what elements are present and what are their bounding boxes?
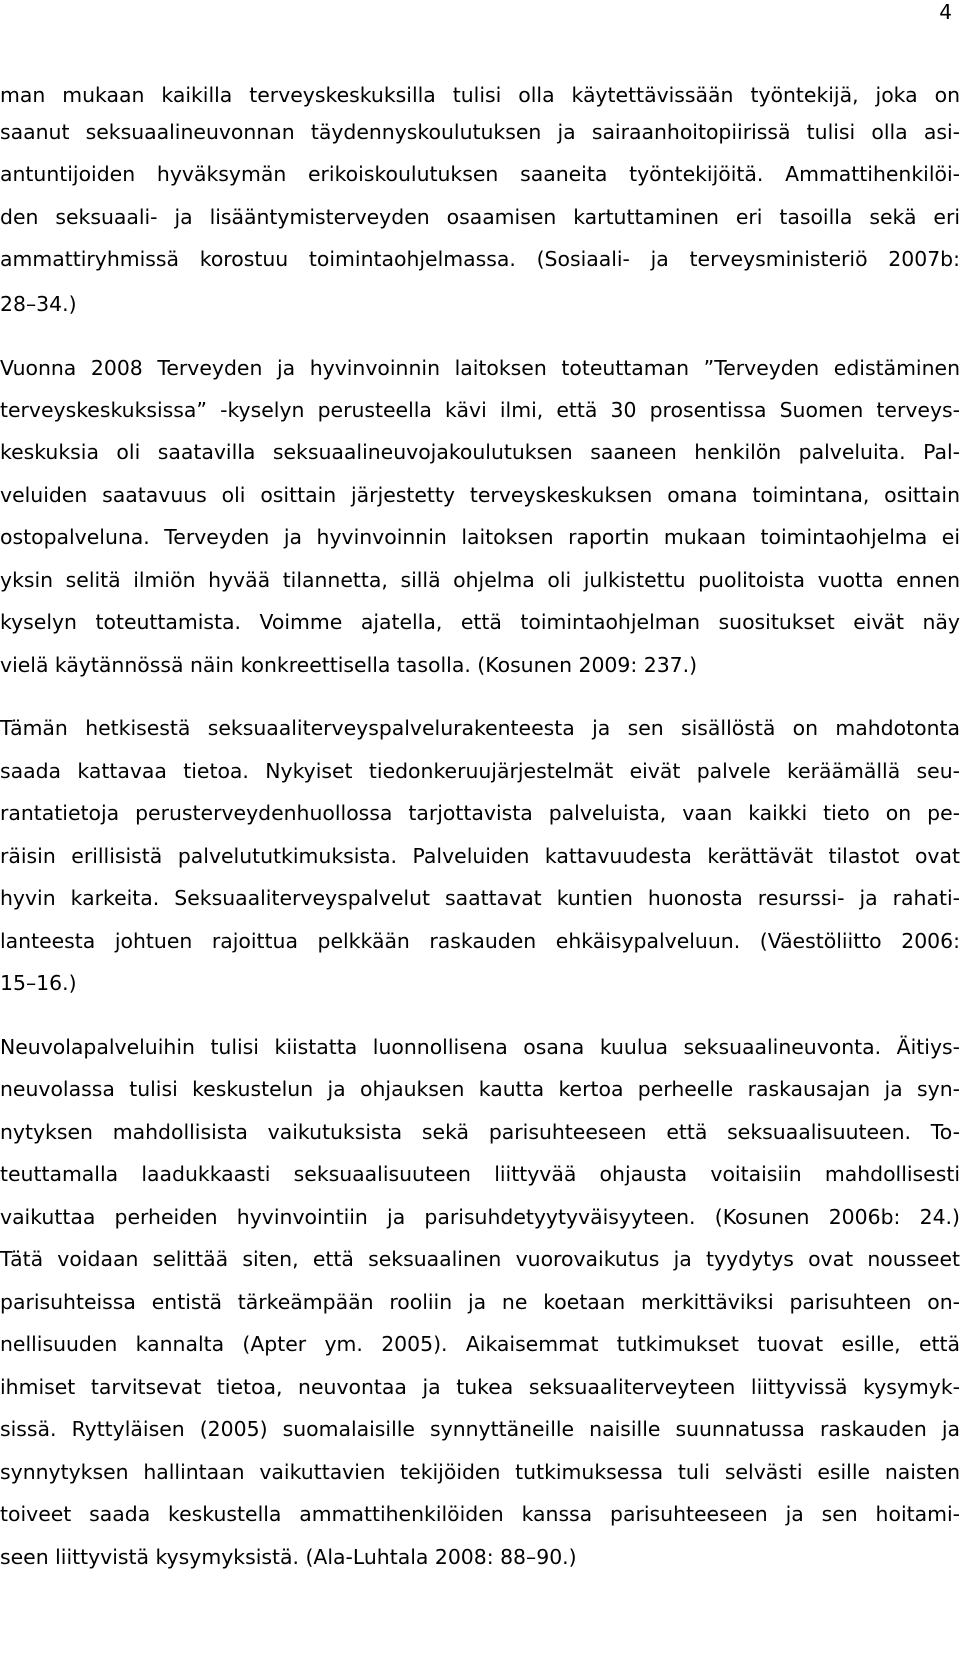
- text-line: räisin erillisistä palvelututkimuksista. Palveluiden kattavuudesta kerättävät tilastot ovat: [0, 844, 960, 868]
- text-line: ammattiryhmissä korostuu toimintaohjelmassa. (Sosiaali- ja terveysministeriö 2007b:: [0, 247, 960, 271]
- text-line: vielä käytännössä näin konkreettisella tasolla. (Kosunen 2009: 237.): [0, 653, 698, 677]
- text-line: Vuonna 2008 Terveyden ja hyvinvoinnin laitoksen toteuttaman ”Terveyden edistäminen: [0, 356, 960, 380]
- text-line: Neuvolapalveluihin tulisi kiistatta luonnollisena osana kuulua seksuaalineuvonta. Äitiys-: [0, 1035, 960, 1059]
- text-line: neuvolassa tulisi keskustelun ja ohjauksen kautta kertoa perheelle raskausajan ja syn-: [0, 1077, 960, 1101]
- text-line: nellisuuden kannalta (Apter ym. 2005). Aikaisemmat tutkimukset tuovat esille, että: [0, 1332, 960, 1356]
- text-line: terveyskeskuksissa” -kyselyn perusteella kävi ilmi, että 30 prosentissa Suomen terveys-: [0, 398, 960, 422]
- text-line: hyvin karkeita. Seksuaaliterveyspalvelut saattavat kuntien huonosta resurssi- ja rahati-: [0, 886, 960, 910]
- text-line: ostopalveluna. Terveyden ja hyvinvoinnin laitoksen raportin mukaan toimintaohjelma ei: [0, 525, 960, 549]
- text-line: Tätä voidaan selittää siten, että seksuaalinen vuorovaikutus ja tyydytys ovat nousseet: [0, 1247, 960, 1271]
- text-line: saada kattavaa tietoa. Nykyiset tiedonkeruujärjestelmät eivät palvele keräämällä seu-: [0, 759, 960, 783]
- text-line: toiveet saada keskustella ammattihenkilöiden kanssa parisuhteeseen ja sen hoitami-: [0, 1502, 960, 1526]
- page-number: 4: [939, 0, 952, 24]
- text-line: 28–34.): [0, 292, 77, 316]
- text-line: lanteesta johtuen rajoittua pelkkään raskauden ehkäisypalveluun. (Väestöliitto 2006:: [0, 929, 960, 953]
- text-line: antuntijoiden hyväksymän erikoiskoulutuksen saaneita työntekijöitä. Ammattihenkilöi-: [0, 162, 960, 186]
- text-line: kyselyn toteuttamista. Voimme ajatella, että toimintaohjelman suositukset eivät näy: [0, 610, 960, 634]
- text-line: rantatietoja perusterveydenhuollossa tarjottavista palveluista, vaan kaikki tieto on pe-: [0, 801, 960, 825]
- text-line: seen liittyvistä kysymyksistä. (Ala-Luhtala 2008: 88–90.): [0, 1545, 577, 1569]
- text-line: nytyksen mahdollisista vaikutuksista sekä parisuhteeseen että seksuaalisuuteen. To-: [0, 1120, 960, 1144]
- text-line: yksin selitä ilmiön hyvää tilannetta, sillä ohjelma oli julkistettu puolitoista vuotta ennen: [0, 568, 960, 592]
- text-line: ihmiset tarvitsevat tietoa, neuvontaa ja tukea seksuaaliterveyteen liittyvissä kysymyk-: [0, 1375, 960, 1399]
- text-line: 15–16.): [0, 971, 77, 995]
- text-line: Tämän hetkisestä seksuaaliterveyspalvelurakenteesta ja sen sisällöstä on mahdotonta: [0, 716, 960, 740]
- text-line: teuttamalla laadukkaasti seksuaalisuuteen liittyvää ohjausta voitaisiin mahdollisesti: [0, 1162, 960, 1186]
- text-line: parisuhteissa entistä tärkeämpään rooliin ja ne koetaan merkittäviksi parisuhteen on-: [0, 1290, 960, 1314]
- text-line: den seksuaali- ja lisääntymisterveyden osaamisen kartuttaminen eri tasoilla sekä eri: [0, 205, 960, 229]
- text-line: man mukaan kaikilla terveyskeskuksilla tulisi olla käytettävissään työntekijä, joka on: [0, 83, 960, 107]
- text-line: vaikuttaa perheiden hyvinvointiin ja parisuhdetyytyväisyyteen. (Kosunen 2006b: 24.): [0, 1205, 960, 1229]
- text-line: sissä. Ryttyläisen (2005) suomalaisille synnyttäneille naisille suunnatussa raskauden ja: [0, 1417, 960, 1441]
- text-line: veluiden saatavuus oli osittain järjestetty terveyskeskuksen omana toimintana, osittain: [0, 483, 960, 507]
- text-line: synnytyksen hallintaan vaikuttavien tekijöiden tutkimuksessa tuli selvästi esille naisten: [0, 1460, 960, 1484]
- text-line: saanut seksuaalineuvonnan täydennyskoulutuksen ja sairaanhoitopiirissä tulisi olla asi-: [0, 120, 960, 144]
- text-line: keskuksia oli saatavilla seksuaalineuvojakoulutuksen saaneen henkilön palveluita. Pal-: [0, 440, 960, 464]
